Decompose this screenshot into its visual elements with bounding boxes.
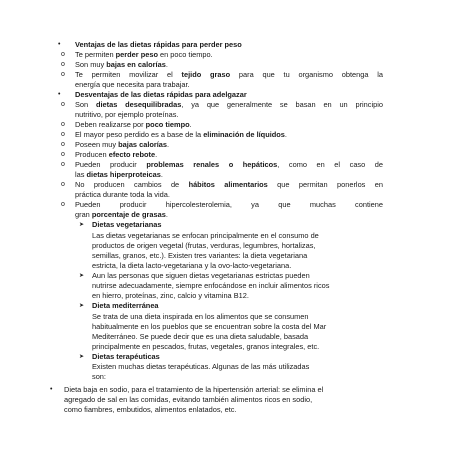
circle-bullet-icon: o <box>61 51 65 58</box>
list-item: No producen cambios de hábitos alimentarios que permitan ponerlos en <box>75 180 383 189</box>
list-item: El mayor peso perdido es a base de la eliminación de líquidos. <box>75 130 287 139</box>
paragraph-mediterranea: Se trata de una dieta inspirada en los alimentos que se consumen habitualmente en los pueblos que se encuentran sobre la costa del Mar Mediterráneo. Se puede decir que es una dieta saludable, basada principalmente en pescados, frutas, vegetales, granos integrales, etc. <box>92 312 327 351</box>
list-item: Pueden producir hipercolesterolemia, ya que muchas contiene <box>75 200 383 209</box>
arrow-bullet-icon: ➤ <box>79 222 85 228</box>
bullet-icon: • <box>58 91 61 98</box>
bullet-icon: • <box>50 386 53 393</box>
arrow-bullet-icon: ➤ <box>79 354 85 360</box>
list-item: Pueden producir problemas renales o hepáticos, como en el caso de <box>75 160 384 169</box>
circle-bullet-icon: o <box>61 161 65 168</box>
list-item: Poseen muy bajas calorías. <box>75 140 170 149</box>
paragraph-terapeuticas: Existen muchas dietas terapéuticas. Algunas de las más utilizadas son: <box>92 362 310 381</box>
circle-bullet-icon: o <box>61 61 65 68</box>
circle-bullet-icon: o <box>61 201 65 208</box>
list-item-continuation: nutritivo, por ejemplo proteínas. <box>75 110 179 119</box>
paragraph-vegetarianas: Las dietas vegetarianas se enfocan principalmente en el consumo de productos de origen vegetal (frutas, verduras, legumbres, hortalizas, semillas, granos, etc.). Existen tres variantes: la dieta vegetariana estricta, la dieta lacto-vegetariana y la ovo-lacto-vegetariana. <box>92 231 319 270</box>
bullet-icon: • <box>58 41 61 48</box>
circle-bullet-icon: o <box>61 151 65 158</box>
subsection-heading-terapeuticas: Dietas terapéuticas <box>92 352 160 361</box>
paragraph-sodio: Dieta baja en sodio, para el tratamiento de la hipertensión arterial: se elimina el agregado de sal en las comidas, evitando también alimentos ricos en sodio, como fiambres, embutidos, alimentos enlatados, etc. <box>64 385 324 415</box>
list-item: Producen efecto rebote. <box>75 150 158 159</box>
list-item-continuation: gran porcentaje de grasas. <box>75 210 168 219</box>
circle-bullet-icon: o <box>61 181 65 188</box>
arrow-bullet-icon: ➤ <box>79 273 85 279</box>
list-item-continuation: práctica durante toda la vida. <box>75 190 170 199</box>
subsection-heading-vegetarianas: Dietas vegetarianas <box>92 220 162 229</box>
circle-bullet-icon: o <box>61 131 65 138</box>
arrow-bullet-icon: ➤ <box>79 303 85 309</box>
circle-bullet-icon: o <box>61 121 65 128</box>
circle-bullet-icon: o <box>61 141 65 148</box>
section-heading-desventajas: Desventajas de las dietas rápidas para adelgazar <box>75 90 247 99</box>
list-item: Te permiten movilizar el tejido graso para que tu organismo obtenga la <box>75 70 383 79</box>
list-item: Son muy bajas en calorías. <box>75 60 168 69</box>
list-item: Te permiten perder peso en poco tiempo. <box>75 50 213 59</box>
list-item-continuation: las dietas hiperproteicas. <box>75 170 163 179</box>
circle-bullet-icon: o <box>61 101 65 108</box>
list-item-continuation: energía que necesita para trabajar. <box>75 80 190 89</box>
circle-bullet-icon: o <box>61 71 65 78</box>
list-item: Deben realizarse por poco tiempo. <box>75 120 192 129</box>
paragraph-vegetarianas-nutricion: Aun las personas que siguen dietas vegetarianas estrictas pueden nutrirse adecuadamente, siempre enfocándose en incluir alimentos ricos en hierro, proteínas, zinc, calcio y vitamina B12. <box>92 271 330 300</box>
section-heading-ventajas: Ventajas de las dietas rápidas para perder peso <box>75 40 242 49</box>
subsection-heading-mediterranea: Dieta mediterránea <box>92 301 159 310</box>
list-item: Son dietas desequilibradas, ya que generalmente se basan en un principio <box>75 100 383 109</box>
